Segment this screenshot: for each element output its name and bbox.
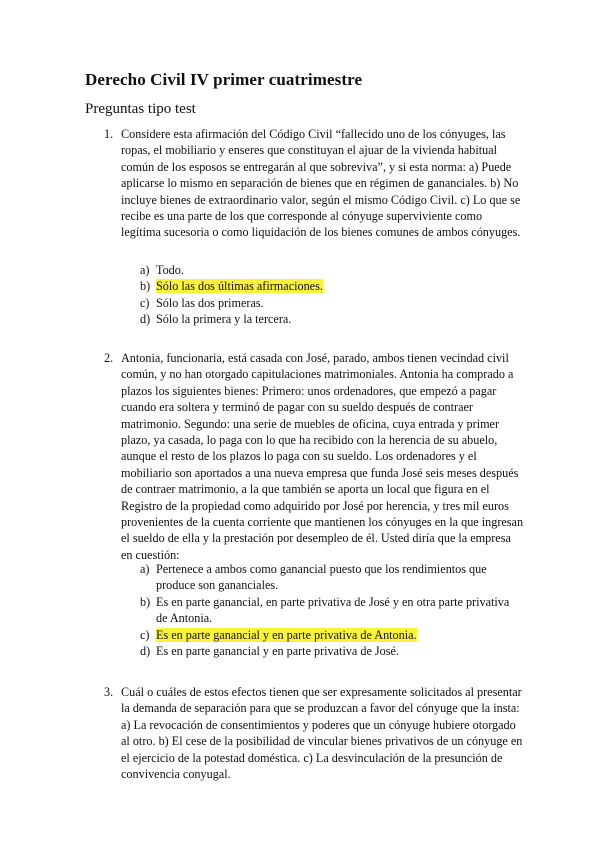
- option-letter: a): [140, 562, 150, 576]
- option-text: Pertenece a ambos como ganancial puesto que los rendimientos que produce son gananciales.: [156, 562, 487, 593]
- question-2-options: [140, 561, 520, 659]
- option-letter: c): [140, 627, 150, 642]
- option-text: Es en parte ganancial y en parte privativa de Antonia.: [156, 627, 417, 642]
- question-3: [104, 684, 524, 782]
- option-d: [140, 311, 520, 327]
- question-1: [104, 126, 524, 241]
- option-letter: b): [140, 594, 151, 609]
- question-text: Considere esta afirmación del Código Civil “fallecido uno de los cónyuges, las ropas, el mobiliario y enseres que constituyan el ajuar de la vivienda habitual común de los esposos se entregarán al que sobreviva”, y si esta norma: a) Puede aplicarse lo mismo en separación de bienes que en régimen de gananciales. b) No incluye bienes de extraordinario valor, según el mismo Código Civil. c) Lo que se recibe es una parte de los que corresponde al cónyuge superviviente como legítima sucesoria o como liquidación de los bienes comunes de ambos cónyuges.: [121, 127, 521, 240]
- document-title: Derecho Civil IV primer cuatrimestre: [85, 70, 363, 89]
- option-text: Es en parte ganancial, en parte privativa de José y en otra parte privativa de Antonia.: [156, 594, 510, 626]
- question-number: 3.: [104, 685, 114, 699]
- option-letter: a): [140, 263, 150, 277]
- option-letter: d): [140, 644, 151, 659]
- option-a: [140, 262, 520, 278]
- option-text: Sólo las dos últimas afirmaciones.: [156, 279, 323, 294]
- option-b: [140, 594, 520, 627]
- question-text: Cuál o cuáles de estos efectos tienen que ser expresamente solicitados al presentar la demanda de separación para que se produzcan a favor del cónyuge que la insta: a) La revocación de consentimientos y poderes que un cónyuge hubiere otorgado al otro. b) El cese de la posibilidad de vincular bienes privativos de un cónyuge en el ejercicio de la potestad doméstica. c) La desvinculación de la presunción de convivencia conyugal.: [121, 685, 523, 782]
- question-number: 2.: [104, 351, 114, 365]
- option-letter: c): [140, 295, 150, 310]
- option-letter: b): [140, 279, 151, 294]
- option-a: [140, 561, 520, 594]
- question-2: [104, 350, 524, 563]
- option-text: Todo.: [156, 263, 184, 277]
- question-text: Antonia, funcionaria, está casada con José, parado, ambos tienen vecindad civil común, y no han otorgado capitulaciones matrimoniales. Antonia ha comprado a plazos los siguientes bienes: Primero: unos ordenadores, que empezó a pagar cuando era soltera y terminó de pagar con su sueldo después de contraer matrimonio. Segundo: una serie de muebles de oficina, cuya entrada y primer plazo, ya casada, lo paga con lo que ha recibido con la herencia de su abuelo, aunque el resto de los plazos lo paga con su sueldo. Los ordenadores y el mobiliario son aportados a una nueva empresa que funda José seis meses después de contraer matrimonio, a la que también se aporta un local que figura en el Registro de la propiedad como adquirido por José por herencia, y tres mil euros provenientes de la cuenta corriente que mantienen los cónyuges en la que ingresan el sueldo de ella y la prestación por desempleo de él. Usted diría que la empresa en cuestión:: [121, 351, 524, 562]
- option-text: Es en parte ganancial y en parte privativa de José.: [156, 644, 399, 659]
- option-text: Sólo las dos primeras.: [156, 295, 264, 310]
- section-subtitle: Preguntas tipo test: [85, 101, 196, 117]
- question-1-options: [140, 262, 520, 328]
- option-letter: d): [140, 312, 151, 327]
- option-text: Sólo la primera y la tercera.: [156, 312, 292, 327]
- option-c: [140, 295, 520, 311]
- question-number: 1.: [104, 127, 114, 141]
- option-b-highlighted: [140, 278, 520, 294]
- option-c-highlighted: [140, 627, 520, 643]
- option-d: [140, 643, 520, 659]
